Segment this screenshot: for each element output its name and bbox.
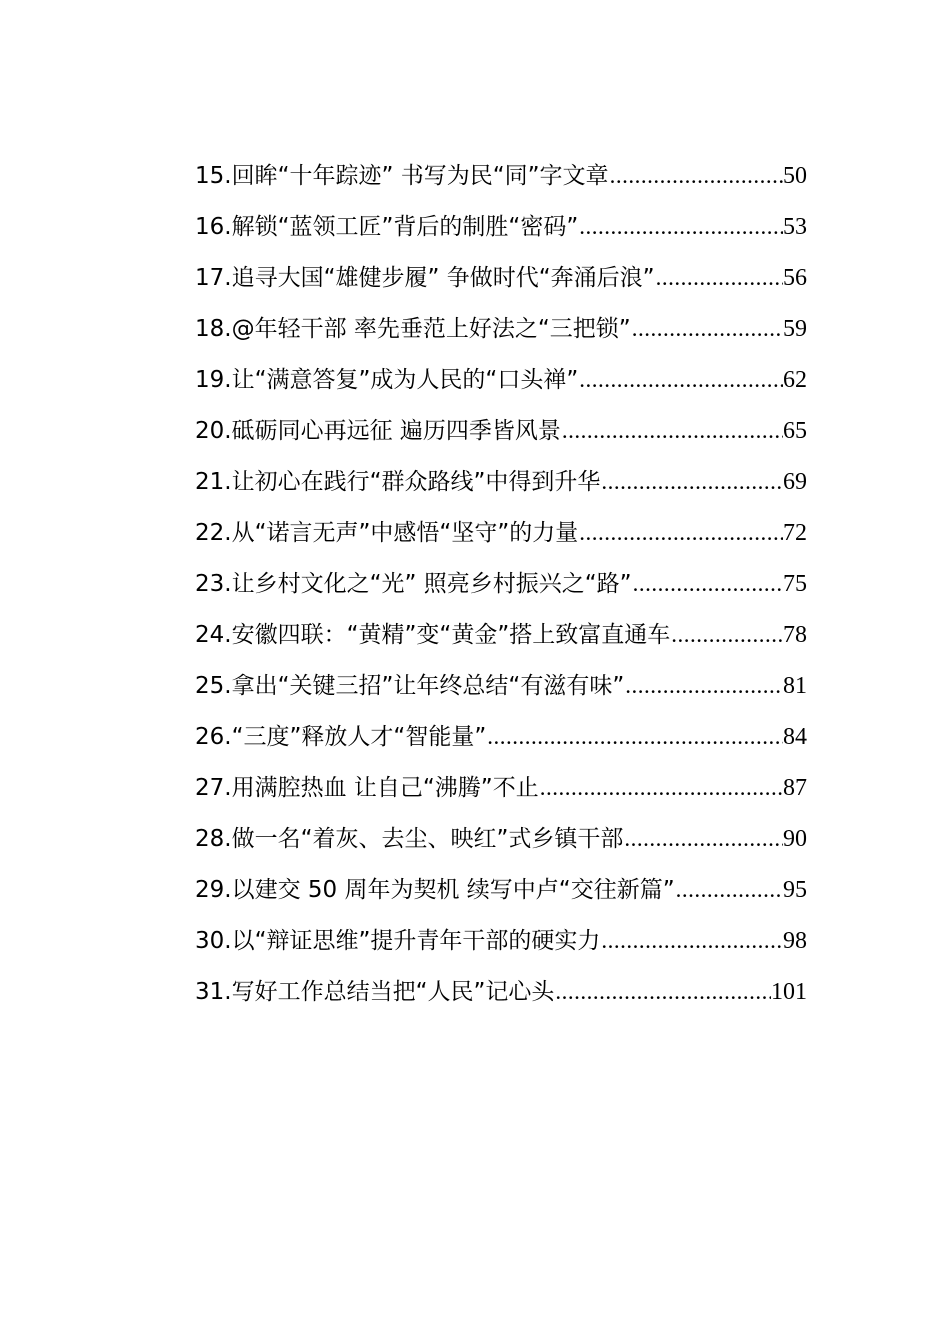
toc-dot-leader (670, 615, 783, 655)
toc-dot-leader (609, 156, 783, 196)
toc-entry-title: 27.用满腔热血 让自己“沸腾”不止 (195, 775, 539, 801)
toc-dot-leader (578, 207, 783, 247)
toc-entry[interactable] (195, 309, 807, 360)
toc-entry[interactable] (195, 462, 807, 513)
table-of-contents (195, 156, 807, 1023)
toc-entry[interactable] (195, 615, 807, 666)
toc-entry-page: 95 (783, 877, 807, 903)
toc-entry-page: 75 (783, 571, 807, 597)
toc-entry-page: 81 (783, 673, 807, 699)
toc-dot-leader (578, 513, 783, 553)
toc-entry-page: 87 (783, 775, 807, 801)
toc-entry-title: 23.让乡村文化之“光” 照亮乡村振兴之“路” (195, 571, 632, 597)
toc-entry-title: 31.写好工作总结当把“人民”记心头 (195, 979, 555, 1005)
toc-entry-title: 20.砥砺同心再远征 遍历四季皆风景 (195, 418, 561, 444)
toc-entry-page: 98 (783, 928, 807, 954)
toc-dot-leader (624, 666, 783, 706)
toc-entry-title: 25.拿出“关键三招”让年终总结“有滋有味” (195, 673, 625, 699)
toc-entry-title: 17.追寻大国“雄健步履” 争做时代“奔涌后浪” (195, 265, 655, 291)
toc-entry[interactable] (195, 666, 807, 717)
toc-dot-leader (561, 411, 783, 451)
toc-dot-leader (632, 564, 783, 604)
toc-dot-leader (554, 972, 771, 1012)
toc-entry-page: 84 (783, 724, 807, 750)
toc-entry-page: 53 (783, 214, 807, 240)
toc-entry[interactable] (195, 411, 807, 462)
toc-dot-leader (539, 768, 783, 808)
toc-dot-leader (600, 921, 783, 961)
toc-dot-leader (675, 870, 783, 910)
toc-entry-page: 56 (783, 265, 807, 291)
toc-entry-title: 24.安徽四联：“黄精”变“黄金”搭上致富直通车 (195, 622, 671, 648)
toc-entry[interactable] (195, 156, 807, 207)
toc-entry[interactable] (195, 207, 807, 258)
toc-dot-leader (486, 717, 783, 757)
toc-entry-title: 19.让“满意答复”成为人民的“口头禅” (195, 367, 579, 393)
toc-dot-leader (600, 462, 783, 502)
toc-entry-title: 26.“三度”释放人才“智能量” (195, 724, 487, 750)
toc-entry-page: 65 (783, 418, 807, 444)
toc-entry-title: 18.@年轻干部 率先垂范上好法之“三把锁” (195, 316, 631, 342)
toc-entry-title: 30.以“辩证思维”提升青年干部的硬实力 (195, 928, 601, 954)
toc-entry-title: 22.从“诺言无声”中感悟“坚守”的力量 (195, 520, 579, 546)
toc-dot-leader (655, 258, 783, 298)
toc-entry[interactable] (195, 717, 807, 768)
toc-entry[interactable] (195, 921, 807, 972)
toc-entry[interactable] (195, 819, 807, 870)
toc-entry-page: 90 (783, 826, 807, 852)
toc-entry-title: 15.回眸“十年踪迹” 书写为民“同”字文章 (195, 163, 609, 189)
toc-entry[interactable] (195, 564, 807, 615)
toc-entry-page: 69 (783, 469, 807, 495)
toc-entry-title: 29.以建交 50 周年为契机 续写中卢“交往新篇” (195, 877, 675, 903)
toc-dot-leader (623, 819, 783, 859)
toc-dot-leader (631, 309, 783, 349)
toc-entry-page: 50 (783, 163, 807, 189)
toc-entry[interactable] (195, 972, 807, 1023)
toc-entry-title: 16.解锁“蓝领工匠”背后的制胜“密码” (195, 214, 579, 240)
toc-entry-page: 59 (783, 316, 807, 342)
toc-entry-page: 78 (783, 622, 807, 648)
toc-entry-page: 62 (783, 367, 807, 393)
toc-entry-page: 72 (783, 520, 807, 546)
toc-dot-leader (578, 360, 783, 400)
toc-entry[interactable] (195, 360, 807, 411)
toc-entry-page: 101 (771, 979, 807, 1005)
toc-entry[interactable] (195, 258, 807, 309)
toc-entry[interactable] (195, 513, 807, 564)
toc-entry-title: 28.做一名“着灰、去尘、映红”式乡镇干部 (195, 826, 624, 852)
toc-entry[interactable] (195, 870, 807, 921)
toc-entry-title: 21.让初心在践行“群众路线”中得到升华 (195, 469, 601, 495)
toc-entry[interactable] (195, 768, 807, 819)
